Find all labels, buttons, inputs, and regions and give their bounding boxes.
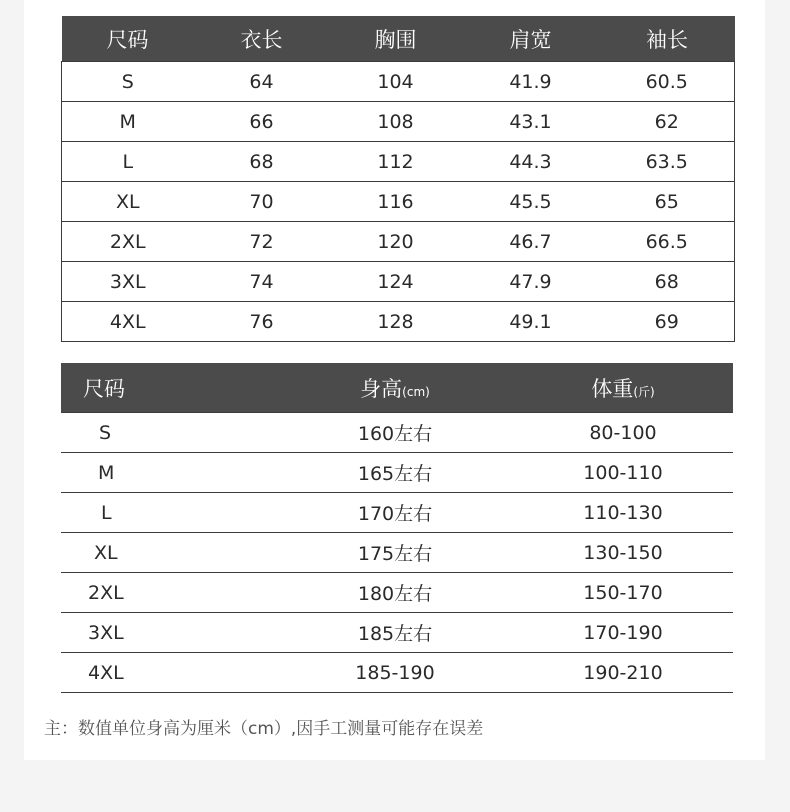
sleeve-cell: 60.5 (600, 62, 735, 102)
length-cell: 70 (194, 182, 330, 222)
shoulder-cell: 46.7 (462, 222, 600, 262)
fit-recommendation-table (61, 363, 733, 693)
fit-table-header-weight: 体重(斤) (513, 363, 733, 413)
shoulder-cell: 49.1 (462, 302, 600, 342)
height-cell: 185左右 (277, 613, 513, 653)
size-table-header-shoulder: 肩宽 (462, 16, 600, 62)
fit-table-header-height: 身高(cm) (277, 363, 513, 413)
size-table-header-row (62, 16, 735, 62)
size-cell: S (62, 62, 194, 102)
size-cell: L (87, 493, 277, 533)
chest-cell: 116 (330, 182, 462, 222)
weight-cell: 100-110 (513, 453, 733, 493)
size-cell: M (87, 453, 277, 493)
table-row (61, 493, 733, 533)
size-cell: 2XL (87, 573, 277, 613)
weight-cell: 110-130 (513, 493, 733, 533)
table-row (62, 102, 735, 142)
size-cell: M (62, 102, 194, 142)
height-cell: 160左右 (277, 413, 513, 453)
weight-cell: 80-100 (513, 413, 733, 453)
sleeve-cell: 69 (600, 302, 735, 342)
size-table-header-length: 衣长 (194, 16, 330, 62)
sleeve-cell: 65 (600, 182, 735, 222)
length-cell: 74 (194, 262, 330, 302)
shoulder-cell: 44.3 (462, 142, 600, 182)
height-unit: (cm) (402, 384, 430, 399)
table-row (61, 653, 733, 693)
table-row (62, 302, 735, 342)
shoulder-cell: 45.5 (462, 182, 600, 222)
size-cell: 4XL (87, 653, 277, 693)
size-table-header-sleeve: 袖长 (600, 16, 735, 62)
shoulder-cell: 41.9 (462, 62, 600, 102)
table-row (61, 613, 733, 653)
size-cell: XL (87, 533, 277, 573)
size-cell: 2XL (62, 222, 194, 262)
shoulder-cell: 43.1 (462, 102, 600, 142)
height-cell: 180左右 (277, 573, 513, 613)
length-cell: 68 (194, 142, 330, 182)
measurement-note: 主：数值单位身高为厘米（cm）,因手工测量可能存在误差 (44, 719, 484, 739)
length-cell: 72 (194, 222, 330, 262)
sleeve-cell: 62 (600, 102, 735, 142)
length-cell: 66 (194, 102, 330, 142)
chest-cell: 108 (330, 102, 462, 142)
table-row (62, 222, 735, 262)
height-cell: 170左右 (277, 493, 513, 533)
size-cell: XL (62, 182, 194, 222)
size-cell: 4XL (62, 302, 194, 342)
chest-cell: 128 (330, 302, 462, 342)
length-cell: 76 (194, 302, 330, 342)
size-table-header-size: 尺码 (62, 16, 194, 62)
page-footer-band (0, 760, 790, 812)
table-row (62, 182, 735, 222)
table-row (61, 453, 733, 493)
weight-cell: 130-150 (513, 533, 733, 573)
table-row (62, 62, 735, 102)
sleeve-cell: 68 (600, 262, 735, 302)
height-cell: 175左右 (277, 533, 513, 573)
table-row (61, 573, 733, 613)
weight-cell: 150-170 (513, 573, 733, 613)
chest-cell: 120 (330, 222, 462, 262)
weight-unit: (斤) (633, 384, 655, 399)
chest-cell: 112 (330, 142, 462, 182)
weight-cell: 170-190 (513, 613, 733, 653)
size-measurement-table (61, 16, 735, 342)
size-cell: L (62, 142, 194, 182)
size-cell: 3XL (87, 613, 277, 653)
table-row (62, 142, 735, 182)
size-table-header-chest: 胸围 (330, 16, 462, 62)
fit-table-header-row (61, 363, 733, 413)
size-cell: 3XL (62, 262, 194, 302)
length-cell: 64 (194, 62, 330, 102)
size-cell: S (87, 413, 277, 453)
weight-cell: 190-210 (513, 653, 733, 693)
sleeve-cell: 66.5 (600, 222, 735, 262)
chest-cell: 104 (330, 62, 462, 102)
fit-table-header-size: 尺码 (61, 363, 277, 413)
table-row (61, 533, 733, 573)
sleeve-cell: 63.5 (600, 142, 735, 182)
height-cell: 185-190 (277, 653, 513, 693)
height-cell: 165左右 (277, 453, 513, 493)
chest-cell: 124 (330, 262, 462, 302)
table-row (62, 262, 735, 302)
table-row (61, 413, 733, 453)
shoulder-cell: 47.9 (462, 262, 600, 302)
